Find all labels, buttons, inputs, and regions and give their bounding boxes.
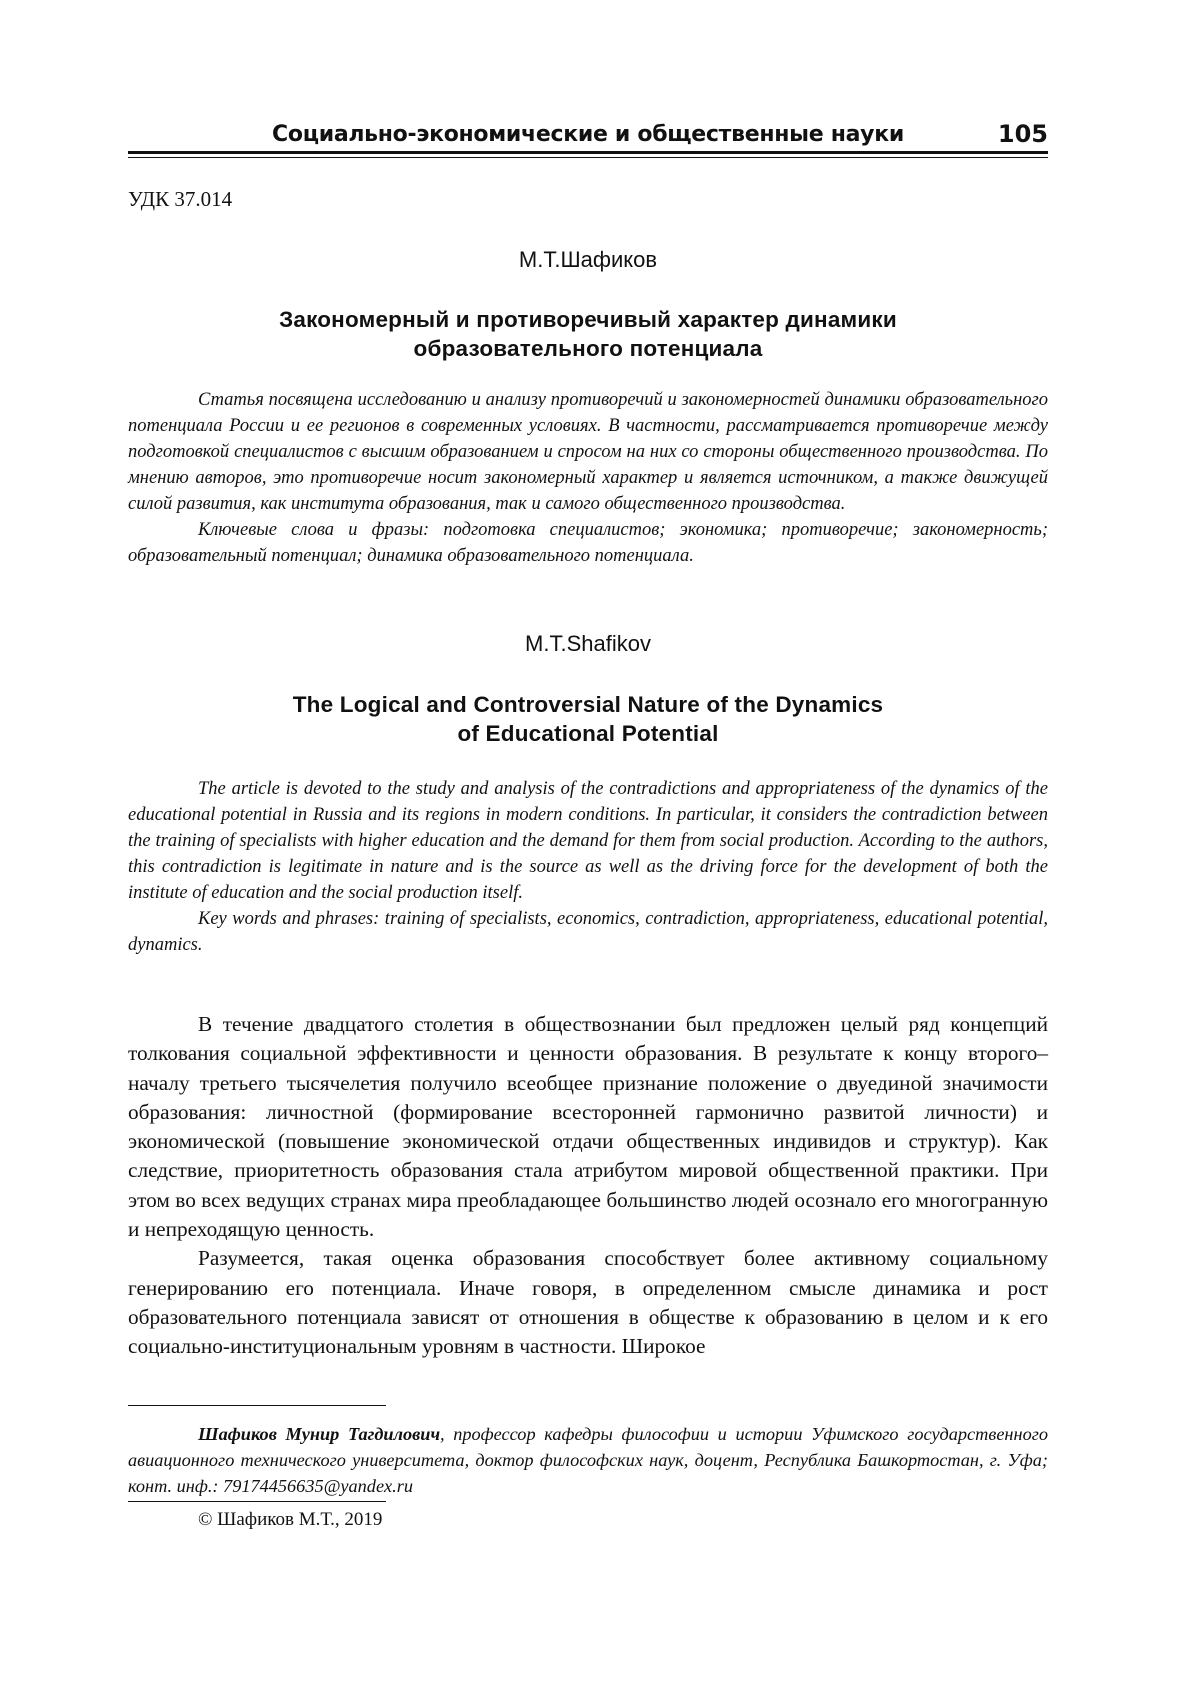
- footnote-author-info: , профессор кафедры философии и истории Уфимского государственного авиационного технического университета, доктор философских наук, доцент, Республика Башкортостан, г. Уфа; конт. инф.: 79174456635@yandex.ru: [128, 1424, 1048, 1496]
- title-ru-line-2: образовательного потенциала: [413, 336, 763, 361]
- abstract-ru: [128, 387, 1048, 569]
- keywords-ru: Ключевые слова и фразы: подготовка специалистов; экономика; противоречие; закономерность; образовательный потенциал; динамика образовательного потенциала.: [128, 520, 1048, 566]
- abstract-ru-text: Статья посвящена исследованию и анализу противоречий и закономерностей динамики образовательного потенциала России и ее регионов в современных условиях. В частности, рассматривается противоречие между подготовкой специалистов с высшим образованием и спросом на них со стороны общественного производства. По мнению авторов, это противоречие носит закономерный характер и является источником, а также движущей силой развития, как института образования, так и самого общественного производства.: [128, 390, 1048, 514]
- running-header: [128, 118, 1048, 158]
- author-ru: М.Т.Шафиков: [518, 247, 658, 272]
- title-en: [128, 690, 1048, 748]
- copyright-notice: © Шафиков М.Т., 2019: [198, 1509, 383, 1530]
- title-en-line-2: of Educational Potential: [457, 721, 719, 746]
- header-rule-thin: [128, 157, 1048, 158]
- page-number: 105: [997, 120, 1048, 148]
- article-body: [128, 1010, 1048, 1362]
- author-en: M.T.Shafikov: [525, 631, 651, 656]
- author-footnote: [128, 1421, 1048, 1499]
- abstract-en-text: The article is devoted to the study and analysis of the contradictions and appropriateness of the dynamics of the educational potential in Russia and its regions in modern conditions. In particular, it considers the contradiction between the training of specialists with higher education and the demand for them from social production. According to the authors, this contradiction is legitimate in nature and is the source as well as the driving force for the development of both the institute of education and the social production itself.: [128, 779, 1048, 903]
- title-en-line-1: The Logical and Controversial Nature of the Dynamics: [292, 692, 884, 717]
- header-rule-thick: [128, 151, 1048, 154]
- journal-section-title: Социально-экономические и общественные науки: [272, 122, 904, 147]
- body-paragraph-2: Разумеется, такая оценка образования способствует более активному социальному генерированию его потенциала. Иначе говоря, в определенном смысле динамика и рост образовательного потенциала зависят от отношения в обществе к образованию в целом и к его социально-институциональным уровням в частности. Широкое: [128, 1246, 1048, 1359]
- footnote-author-name: Шафиков Мунир Тагдилович: [198, 1424, 441, 1444]
- footnote-paragraph: [128, 1421, 1048, 1499]
- footnote-separator: [128, 1405, 386, 1406]
- udc-code: УДК 37.014: [128, 187, 233, 211]
- title-ru: [128, 305, 1048, 363]
- body-paragraph-1: В течение двадцатого столетия в обществознании был предложен целый ряд концепций толкования социальной эффективности и ценности образования. В результате к концу второго–началу третьего тысячелетия получило всеобщее признание положение о двуединой значимости образования: личностной (формирование всесторонней гармонично развитой личности) и экономической (повышение экономической отдачи общественных индивидов и структур). Как следствие, приоритетность образования стала атрибутом мировой общественной практики. При этом во всех ведущих странах мира преобладающее большинство людей осознало его многогранную и непреходящую ценность.: [128, 1012, 1048, 1242]
- copyright-separator: [128, 1501, 386, 1502]
- keywords-en: Key words and phrases: training of specialists, economics, contradiction, appropriateness, educational potential, dynamics.: [128, 909, 1048, 955]
- abstract-en: [128, 776, 1048, 958]
- title-ru-line-1: Закономерный и противоречивый характер динамики: [279, 307, 897, 332]
